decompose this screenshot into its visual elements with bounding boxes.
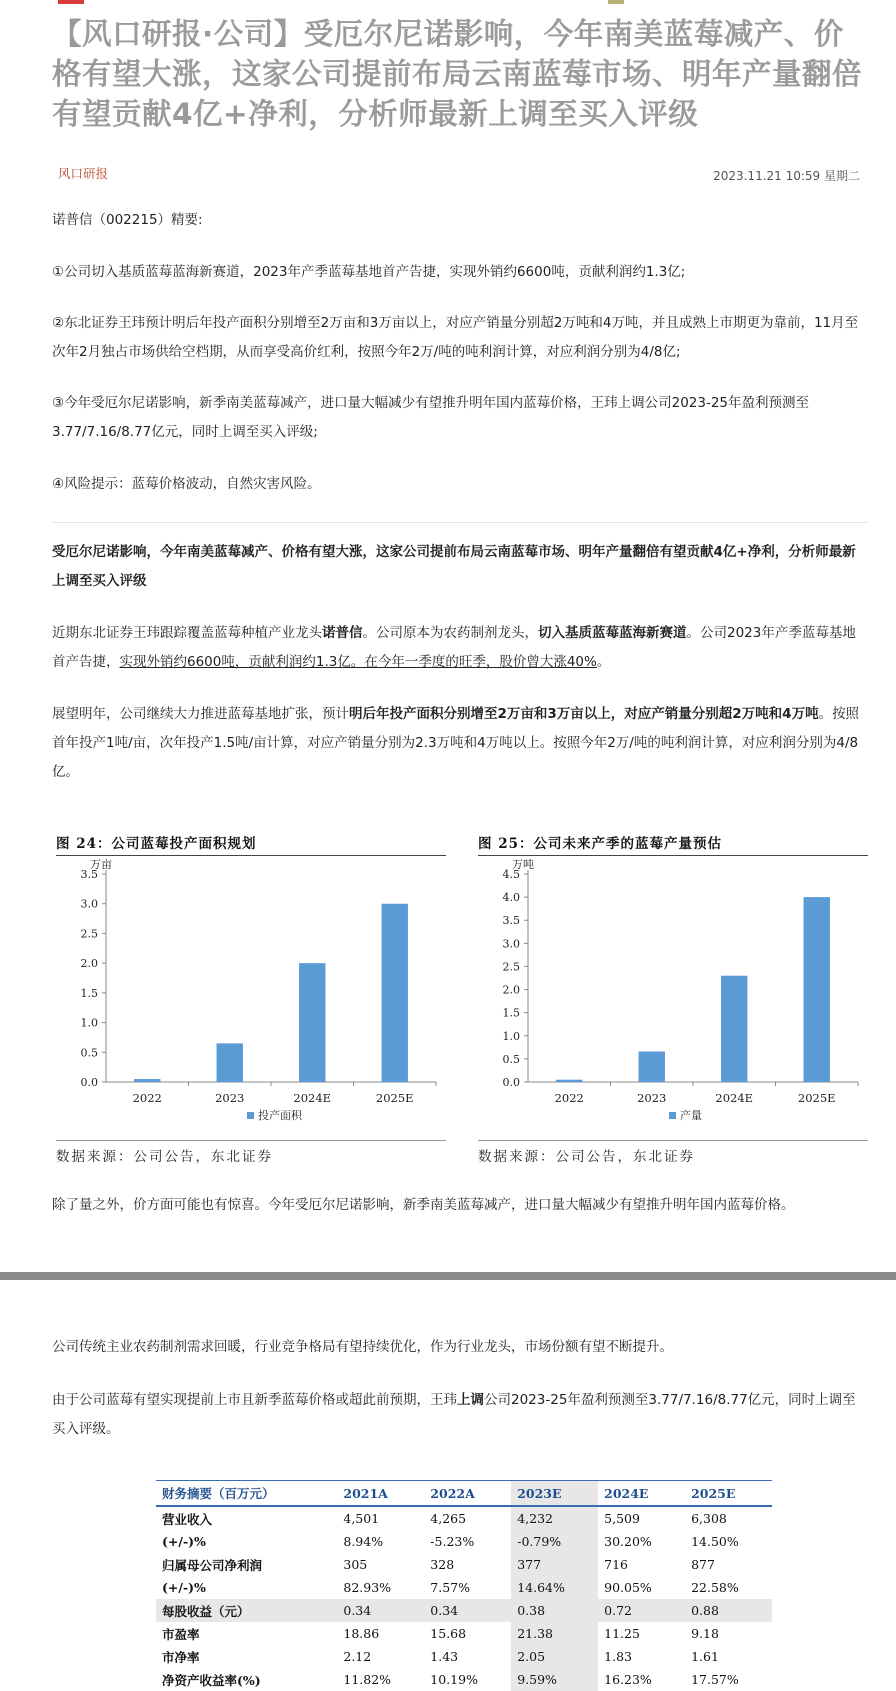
- chart-x-tick-label: 2024E: [293, 1091, 332, 1105]
- table-header-cell: 财务摘要（百万元）: [156, 1481, 337, 1507]
- article-headline: 【风口研报·公司】受厄尔尼诺影响，今年南美蓝莓减产、价格有望大涨，这家公司提前布局云南蓝莓市场、明年产量翻倍有望贡献4亿+净利，分析师最新上调至买入评级: [52, 17, 863, 131]
- table-cell: 9.18: [691, 1626, 719, 1641]
- table-row-label: (+/-)%: [162, 1580, 206, 1595]
- chart-bar: [639, 1051, 665, 1082]
- chart-y-unit: 万吨: [512, 858, 534, 871]
- chart-legend-swatch: [247, 1112, 254, 1119]
- table-cell: -5.23%: [430, 1534, 475, 1549]
- table-cell: 716: [604, 1557, 628, 1572]
- chart-y-tick-label: 0.0: [80, 1076, 98, 1089]
- body-paragraph-3: 除了量之外，价方面可能也有惊喜。今年受厄尔尼诺影响，新季南美蓝莓减产，进口量大幅减少有望推升明年国内蓝莓价格。: [52, 1197, 795, 1213]
- chart-bar: [134, 1079, 160, 1082]
- chart-y-tick-label: 4.5: [502, 868, 520, 881]
- table-cell: 877: [691, 1557, 715, 1572]
- chart-y-tick-label: 3.5: [80, 868, 98, 881]
- chart-x-tick-label: 2025E: [375, 1091, 414, 1105]
- chart-x-tick-label: 2024E: [715, 1091, 754, 1105]
- chart-x-tick-label: 2023: [637, 1091, 667, 1105]
- table-header-cell: 2022A: [424, 1481, 511, 1507]
- table-cell: 5,509: [604, 1511, 640, 1526]
- chart-y-tick-label: 2.0: [502, 983, 520, 997]
- table-row: [156, 1645, 772, 1668]
- article-source[interactable]: 风口研报: [58, 166, 109, 181]
- table-cell: 17.57%: [691, 1672, 739, 1687]
- table-header-cell: 2023E: [511, 1481, 598, 1507]
- top-accent-mark-2: [608, 0, 624, 4]
- chart-y-tick-label: 0.5: [80, 1046, 98, 1060]
- table-cell: 15.68: [430, 1626, 467, 1641]
- body-paragraph-4: 公司传统主业农药制剂需求回暖，行业竞争格局有望持续优化，作为行业龙头，市场份额有望不断提升。: [52, 1339, 673, 1355]
- top-accent-mark: [58, 0, 84, 4]
- table-row: [156, 1530, 772, 1553]
- table-row-label: (+/-)%: [162, 1534, 206, 1549]
- table-cell: 6,308: [691, 1511, 727, 1526]
- financial-summary-table: [156, 1480, 772, 1691]
- section-divider: [52, 522, 868, 523]
- figure-25: [478, 832, 868, 1165]
- chart-y-tick-label: 3.0: [502, 937, 520, 951]
- chart-legend-label: 投产面积: [258, 1109, 302, 1122]
- table-cell: 0.72: [598, 1599, 685, 1622]
- chart-y-tick-label: 1.0: [502, 1029, 520, 1043]
- table-cell: 16.23%: [604, 1672, 652, 1687]
- table-row: [156, 1599, 772, 1622]
- table-cell: 21.38: [511, 1622, 598, 1645]
- chart-legend-swatch: [669, 1112, 676, 1119]
- chart-x-tick-label: 2022: [554, 1091, 584, 1105]
- table-cell: 90.05%: [604, 1580, 652, 1595]
- summary-point-3: ③今年受厄尔尼诺影响，新季南美蓝莓减产，进口量大幅减少有望推升明年国内蓝莓价格，王玮上调公司2023-25年盈利预测至3.77/7.16/8.77亿元，同时上调至买入评级;: [52, 395, 810, 440]
- table-cell: 1.83: [604, 1649, 632, 1664]
- section-break-bar: [0, 1272, 896, 1280]
- table-cell: 4,501: [343, 1511, 380, 1526]
- body-bold-heading: 受厄尔尼诺影响，今年南美蓝莓减产、价格有望大涨，这家公司提前布局云南蓝莓市场、明年产量翻倍有望贡献4亿+净利，分析师最新上调至买入评级: [52, 544, 856, 589]
- table-row: [156, 1576, 772, 1599]
- table-cell: 4,265: [430, 1511, 467, 1526]
- chart-y-tick-label: 1.5: [502, 1006, 520, 1020]
- chart-y-tick-label: 1.0: [80, 1016, 98, 1030]
- chart-y-tick-label: 0.5: [502, 1052, 520, 1066]
- table-cell: 1.61: [691, 1649, 719, 1664]
- chart-x-tick-label: 2025E: [797, 1091, 836, 1105]
- table-cell: 11.25: [604, 1626, 640, 1641]
- body-paragraph-1: 近期东北证券王玮跟踪覆盖蓝莓种植产业龙头诺普信。公司原本为农药制剂龙头，切入基质蓝莓蓝海新赛道。公司2023年产季蓝莓基地首产告捷，实现外销约6600吨，贡献利润约1.3亿。在今年一季度的旺季，股价曾大涨40%。: [52, 625, 856, 670]
- table-row: [156, 1506, 772, 1530]
- table-cell: 8.94%: [343, 1534, 384, 1549]
- figure-24-title: 图 24：公司蓝莓投产面积规划: [56, 832, 446, 856]
- table-cell: 2.12: [343, 1649, 372, 1664]
- chart-bar: [299, 963, 325, 1082]
- table-cell: 14.64%: [511, 1576, 598, 1599]
- body-paragraph-5: 由于公司蓝莓有望实现提前上市且新季蓝莓价格或超此前预期，王玮上调公司2023-25年盈利预测至3.77/7.16/8.77亿元，同时上调至买入评级。: [52, 1392, 856, 1437]
- table-header-row: [156, 1481, 772, 1507]
- table-row-label: 净资产收益率(%): [162, 1672, 261, 1688]
- table-cell: 11.82%: [343, 1672, 392, 1687]
- chart-y-tick-label: 2.5: [80, 927, 98, 941]
- figure-25-source: 数据来源：公司公告，东北证券: [478, 1140, 868, 1165]
- table-cell: -0.79%: [511, 1530, 598, 1553]
- table-cell: 14.50%: [691, 1534, 739, 1549]
- chart-bar: [721, 976, 747, 1082]
- table-cell: 82.93%: [343, 1580, 392, 1595]
- summary-point-1: ①公司切入基质蓝莓蓝海新赛道，2023年产季蓝莓基地首产告捷，实现外销约6600吨，贡献利润约1.3亿;: [52, 264, 686, 280]
- article-datetime: 2023.11.21 10:59 星期二: [713, 169, 860, 183]
- table-cell: 0.34: [424, 1599, 511, 1622]
- summary-point-4: ④风险提示：蓝莓价格波动，自然灾害风险。: [52, 476, 321, 492]
- table-row-label: 营业收入: [162, 1511, 213, 1527]
- chart-x-tick-label: 2022: [132, 1091, 162, 1105]
- chart-bar: [556, 1080, 582, 1082]
- chart-y-tick-label: 3.5: [502, 914, 520, 928]
- table-row: [156, 1553, 772, 1576]
- table-cell: 4,232: [511, 1506, 598, 1530]
- table-cell: 22.58%: [691, 1580, 739, 1595]
- table-header-cell: 2024E: [598, 1481, 685, 1507]
- chart-y-tick-label: 2.0: [80, 957, 98, 971]
- table-row-label: 市盈率: [162, 1626, 200, 1642]
- chart-y-tick-label: 1.5: [80, 986, 98, 1000]
- figure-24-source: 数据来源：公司公告，东北证券: [56, 1140, 446, 1165]
- chart-y-tick-label: 0.0: [502, 1076, 520, 1089]
- figure-24: [56, 832, 446, 1165]
- table-header-cell: 2021A: [337, 1481, 424, 1507]
- body-paragraph-2: 展望明年，公司继续大力推进蓝莓基地扩张，预计明后年投产面积分别增至2万亩和3万亩以上，对应产销量分别超2万吨和4万吨。按照首年投产1吨/亩，次年投产1.5吨/亩计算，对应产销量分别为2.3万吨和4万吨以上。按照今年2万/吨的吨利润计算，对应利润分别为4/8亿。: [52, 706, 860, 780]
- table-cell: 10.19%: [430, 1672, 478, 1687]
- table-row-label: 每股收益（元）: [156, 1599, 337, 1622]
- chart-legend-label: 产量: [680, 1109, 702, 1122]
- table-row-label: 市净率: [162, 1649, 200, 1665]
- table-row-label: 归属母公司净利润: [162, 1557, 263, 1573]
- table-cell: 1.43: [430, 1649, 459, 1664]
- chart-bar: [382, 904, 408, 1082]
- chart-bar: [804, 897, 830, 1082]
- table-cell: 9.59%: [511, 1668, 598, 1691]
- chart-y-tick-label: 2.5: [502, 960, 520, 974]
- table-row: [156, 1622, 772, 1645]
- summary-intro: 诺普信（002215）精要:: [52, 212, 203, 228]
- chart-bar: [217, 1043, 243, 1082]
- table-cell: 7.57%: [430, 1580, 471, 1595]
- summary-point-2: ②东北证券王玮预计明后年投产面积分别增至2万亩和3万亩以上，对应产销量分别超2万吨和4万吨，并且成熟上市期更为靠前，11月至次年2月独占市场供给空档期，从而享受高价红利，按照今年2万/吨的吨利润计算，对应利润分别为4/8亿;: [52, 315, 859, 360]
- chart-y-tick-label: 4.0: [502, 891, 520, 905]
- table-cell: 0.38: [511, 1599, 598, 1622]
- table-cell: 0.88: [685, 1599, 772, 1622]
- figure-25-chart: [478, 856, 868, 1128]
- table-cell: 305: [343, 1557, 368, 1572]
- table-header-cell: 2025E: [685, 1481, 772, 1507]
- chart-x-tick-label: 2023: [215, 1091, 245, 1105]
- chart-y-unit: 万亩: [90, 858, 112, 871]
- table-cell: 328: [430, 1557, 455, 1572]
- table-cell: 0.34: [337, 1599, 424, 1622]
- table-cell: 30.20%: [604, 1534, 652, 1549]
- figure-25-title: 图 25：公司未来产季的蓝莓产量预估: [478, 832, 868, 856]
- table-cell: 18.86: [343, 1626, 380, 1641]
- chart-y-tick-label: 3.0: [80, 897, 98, 911]
- figure-24-chart: [56, 856, 446, 1128]
- table-cell: 377: [511, 1553, 598, 1576]
- table-cell: 2.05: [511, 1645, 598, 1668]
